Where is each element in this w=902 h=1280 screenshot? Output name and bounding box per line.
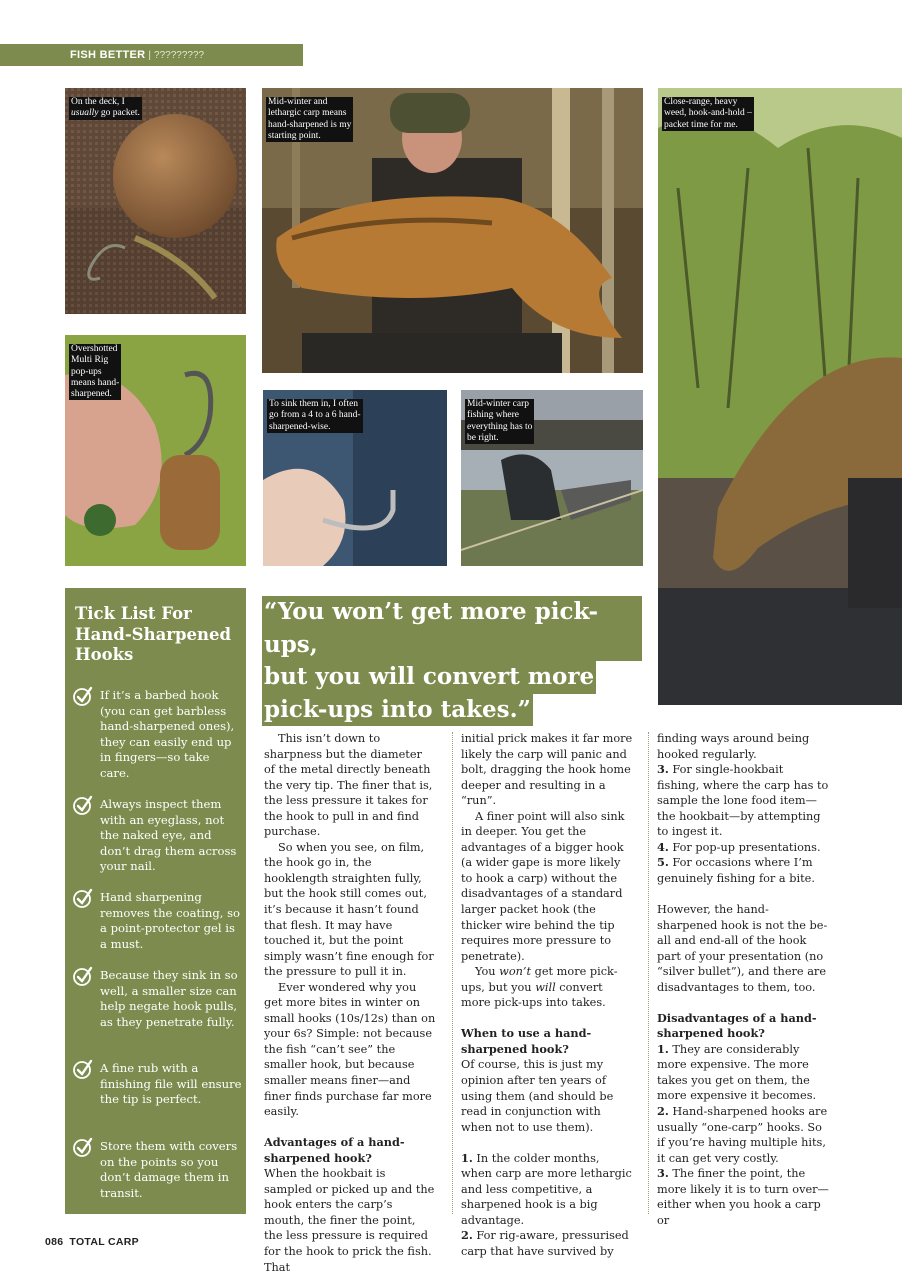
check-circle-icon — [73, 1059, 93, 1079]
subheading: Disadvantages of a hand-sharpened hook? — [657, 1010, 817, 1041]
body-column-1 — [264, 731, 436, 1275]
photo-caption: Mid-winter and lethargic carp means hand-sharpened is my starting point. — [268, 97, 352, 141]
photo-close-range-carp — [658, 88, 902, 705]
pull-quote-line: “You won’t get more pick-ups, — [262, 596, 642, 661]
body-paragraph: Ever wondered why you get more bites in winter on small hooks (10s/12s) than on your 6s? Simple: not because the fish “can’t see” the smaller hook, but because smaller means finer—and finer finds purchase far more easily. — [264, 980, 436, 1119]
body-column-3 — [657, 731, 829, 1228]
check-circle-icon — [73, 795, 93, 815]
tick-list-text: If it’s a barbed hook (you can get barbless hand-sharpened ones), they can easily end up in fingers—so take care. — [100, 688, 235, 780]
pull-quote — [262, 596, 642, 726]
magazine-name: TOTAL CARP — [69, 1236, 139, 1248]
section-header — [0, 44, 303, 66]
body-paragraph: A finer point will also sink in deeper. You get the advantages of a bigger hook (a wider gape is more likely to hook a carp) without the disadvantages of a standard larger packet hook (the thicker wire behind the tip requires more pressure to penetrate). — [461, 809, 625, 963]
tick-list-title: Tick List For Hand-Sharpened Hooks — [75, 604, 232, 664]
check-circle-icon — [73, 888, 93, 908]
pull-quote-line: but you will convert more — [262, 661, 596, 694]
photo-multi-rig-popup — [65, 335, 246, 566]
tick-list-text: Because they sink in so well, a smaller size can help negate hook pulls, as they penetrate fully. — [100, 968, 238, 1029]
section-subtitle: ????????? — [154, 49, 205, 61]
subheading: When to use a hand-sharpened hook? — [461, 1026, 592, 1056]
body-paragraph: So when you see, on film, the hook go in, the hooklength straighten fully, but the hook still comes out, it’s because it hasn’t found that flesh. It may have touched it, but the point simply wasn’t fine enough for the pressure to pull it in. — [264, 840, 434, 979]
photo-caption: On the deck, I usually go packet. — [71, 97, 140, 119]
body-paragraph: Of course, this is just my opinion after ten years of using them (and should be read in conjunction with when not to use them). — [461, 1058, 614, 1134]
list-item: 2. Hand-sharpened hooks are usually “one-carp” hooks. So if you’re having multiple hits, it can get very costly. — [657, 1104, 828, 1165]
photo-hook-sinking — [263, 390, 447, 566]
body-paragraph: However, the hand-sharpened hook is not the be-all and end-all of the hook part of your presentation (no “silver bullet”), and there are disadvantages to them, too. — [657, 902, 828, 994]
list-item: 4. For pop-up presentations. — [657, 839, 821, 854]
photo-caption: Mid-winter carp fishing where everything has to be right. — [467, 399, 533, 443]
list-item: 1. In the colder months, when carp are more lethargic and less competitive, a sharpened hook is a big advantage. — [461, 1150, 632, 1227]
section-divider: | — [148, 49, 152, 61]
photo-caption: Close-range, heavy weed, hook-and-hold – packet time for me. — [664, 97, 752, 130]
tick-list-text: Hand sharpening removes the coating, so a point-protector gel is a must. — [100, 890, 241, 951]
list-item: 3. The finer the point, the more likely it is to turn over—either when you hook a carp or — [657, 1166, 829, 1227]
body-paragraph: This isn’t down to sharpness but the diameter of the metal directly beneath the very tip. The finer that is, the less pressure it takes for the hook to pull in and find purchase. — [264, 732, 433, 839]
check-circle-icon — [73, 686, 93, 706]
list-item: finding ways around being hooked regularly. — [657, 732, 810, 761]
column-divider — [648, 732, 649, 1214]
tick-list-text: Always inspect them with an eyeglass, not the naked eye, and don’t drag them across your nail. — [100, 797, 237, 873]
pull-quote-line: pick-ups into takes.” — [262, 694, 533, 727]
body-paragraph: initial prick makes it far more likely the carp will panic and bolt, dragging the hook home deeper and resulting in a “run”. — [461, 732, 633, 808]
page-number: 086 — [45, 1236, 64, 1248]
column-divider — [452, 732, 453, 1214]
photo-caption: Overshotted Multi Rig pop-ups means hand- sharpened. — [71, 344, 120, 400]
photo-caption: To sink them in, I often go from a 4 to a 6 hand- sharpened-wise. — [269, 399, 361, 432]
list-item: 1. They are considerably more expensive. The more takes you get on them, the more expensive it becomes. — [657, 1041, 817, 1103]
list-item: 3. For single-hookbait fishing, where the carp has to sample the lone food item—the hookbait—by attempting to ingest it. — [657, 762, 829, 839]
body-paragraph: When the hookbait is sampled or picked up and the hook enters the carp’s mouth, the finer the point, the less pressure is required for the hook to prick the fish. That — [264, 1167, 435, 1274]
photo-angler-mirror-carp — [262, 88, 643, 373]
subheading: Advantages of a hand-sharpened hook? — [264, 1135, 405, 1165]
list-item: 5. For occasions where I’m genuinely fishing for a bite. — [657, 855, 815, 885]
tick-list-text: A fine rub with a finishing file will ensure the tip is perfect. — [100, 1061, 242, 1106]
body-column-2 — [461, 731, 633, 1260]
tick-list-panel — [65, 588, 246, 1214]
check-circle-icon — [73, 966, 93, 986]
tick-list-text: Store them with covers on the points so you don’t damage them in transit. — [100, 1139, 238, 1200]
page-footer — [45, 1236, 139, 1248]
list-item: 2. For rig-aware, pressurised carp that have survived by — [461, 1228, 629, 1258]
body-paragraph: You won’t get more pick-ups, but you will convert more pick-ups into takes. — [461, 965, 618, 1010]
photo-boilie-on-deck — [65, 88, 246, 314]
photo-winter-swim — [461, 390, 643, 566]
section-label: FISH BETTER — [70, 49, 146, 61]
check-circle-icon — [73, 1137, 93, 1157]
